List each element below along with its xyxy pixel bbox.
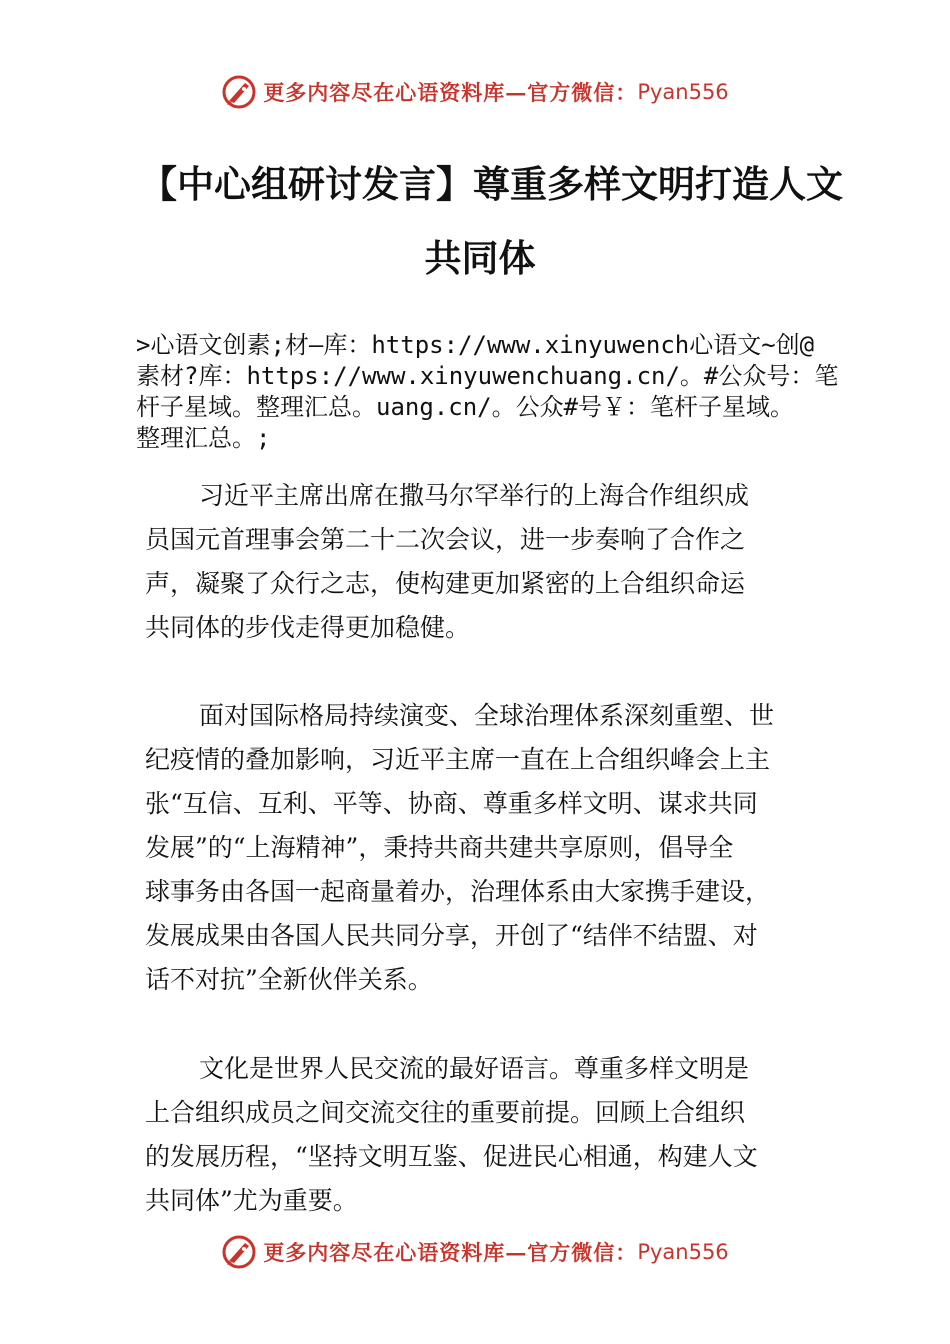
paragraph-line: 文化是世界人民交流的最好语言。尊重多样文明是 [199, 1054, 750, 1083]
pen-logo-icon [221, 1234, 257, 1270]
paragraph-1 [145, 474, 825, 650]
source-notice-line: 整理汇总。; [136, 424, 271, 452]
wechat-id: Pyan556 [637, 80, 729, 104]
paragraph-line: 习近平主席出席在撒马尔罕举行的上海合作组织成 [199, 481, 750, 510]
document-title-line-1: 【中心组研讨发言】尊重多样文明打造人文 [140, 163, 843, 206]
header-banner [0, 70, 950, 114]
paragraph-line: 员国元首理事会第二十二次会议，进一步奏响了合作之 [145, 525, 746, 554]
paragraph-line: 纪疫情的叠加影响，习近平主席一直在上合组织峰会上主 [145, 745, 771, 774]
paragraph-line: 发展成果由各国人民共同分享，开创了“结伴不结盟、对 [145, 921, 758, 950]
footer-banner [0, 1230, 950, 1274]
paragraph-line: 发展”的“上海精神”，秉持共商共建共享原则，倡导全 [145, 833, 734, 862]
paragraph-line: 话不对抗”全新伙伴关系。 [145, 965, 433, 994]
paragraph-line: 张“互信、互利、平等、协商、尊重多样文明、谋求共同 [145, 789, 758, 818]
paragraph-line: 球事务由各国一起商量着办，治理体系由大家携手建设， [145, 877, 771, 906]
paragraph-line: 的发展历程，“坚持文明互鉴、促进民心相通，构建人文 [145, 1142, 758, 1171]
pen-logo-icon [221, 74, 257, 110]
banner-text: 更多内容尽在心语资料库—官方微信： [263, 1240, 638, 1265]
banner-text: 更多内容尽在心语资料库—官方微信： [263, 80, 638, 105]
paragraph-2 [145, 694, 825, 1002]
source-notice [136, 330, 848, 454]
source-notice-line: 杆子星域。整理汇总。uang.cn/。公众#号￥：笔杆子星域。 [136, 393, 795, 421]
paragraph-3 [145, 1047, 825, 1223]
paragraph-line: 上合组织成员之间交流交往的重要前提。回顾上合组织 [145, 1098, 746, 1127]
paragraph-line: 声，凝聚了众行之志，使构建更加紧密的上合组织命运 [145, 569, 746, 598]
source-notice-line: 素材?库：https://www.xinyuwenchuang.cn/。#公众号：笔 [136, 362, 839, 390]
paragraph-line: 共同体的步伐走得更加稳健。 [145, 613, 471, 642]
paragraph-line: 面对国际格局持续演变、全球治理体系深刻重塑、世 [199, 701, 775, 730]
wechat-id: Pyan556 [637, 1240, 729, 1264]
document-title-line-2: 共同体 [424, 237, 536, 280]
source-notice-line: >心语文创素;材—库：https://www.xinyuwench心语文~创@ [136, 331, 815, 359]
paragraph-line: 共同体”尤为重要。 [145, 1186, 358, 1215]
